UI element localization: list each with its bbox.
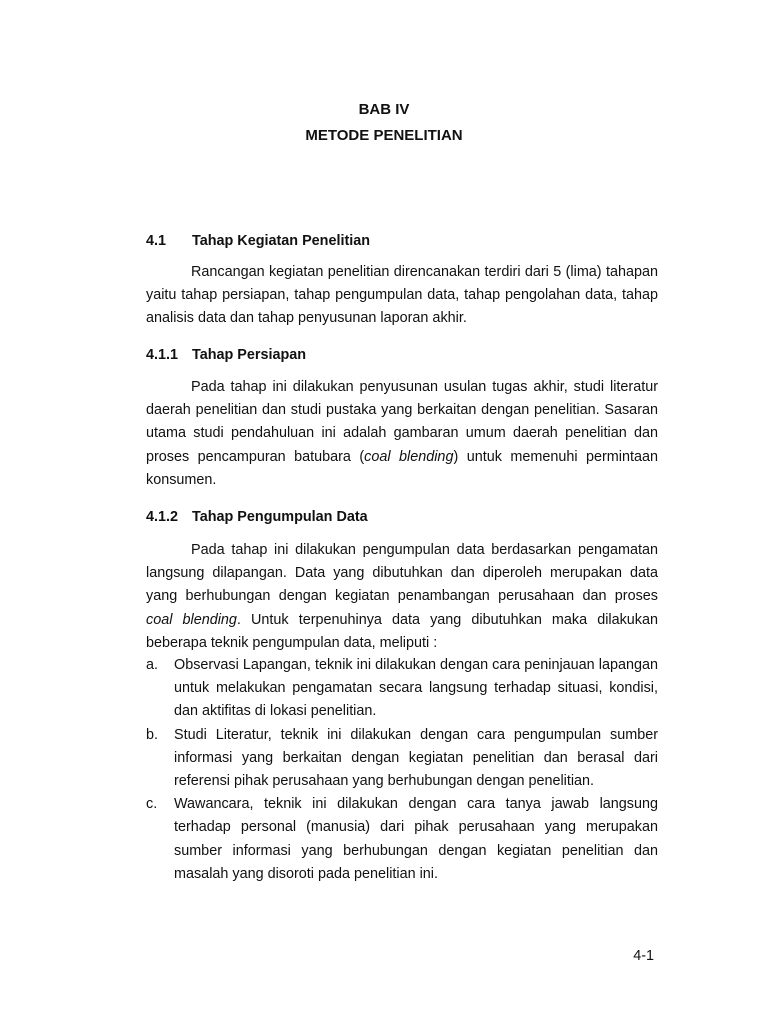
section-4-1-1-paragraph — [146, 376, 658, 492]
section-4-1-2-paragraph — [146, 539, 658, 655]
section-number: 4.1.1 — [146, 347, 179, 363]
section-title: Tahap Persiapan — [192, 347, 307, 363]
section-title: Tahap Pengumpulan Data — [192, 509, 368, 525]
paragraph-text: . Untuk terpenuhinya data yang dibutuhkan maka dilakukan beberapa teknik pengumpulan data, meliputi : — [146, 611, 658, 651]
list-item — [146, 724, 658, 794]
chapter-label: BAB IV — [358, 101, 410, 118]
chapter-title: METODE PENELITIAN — [305, 127, 463, 144]
list-item — [146, 793, 658, 886]
section-heading-4-1-2 — [146, 509, 368, 525]
paragraph-text: Pada tahap ini dilakukan pengumpulan data berdasarkan pengamatan langsung dilapangan. Data yang dibutuhkan dan diperoleh merupakan data yang berhubungan dengan kegiatan penambangan perusahaan dan proses — [146, 542, 658, 605]
section-title: Tahap Kegiatan Penelitian — [192, 233, 371, 249]
list-item-text: Studi Literatur, teknik ini dilakukan dengan cara pengumpulan sumber informasi yang berkaitan dengan kegiatan penelitian dan berasal dari referensi pihak perusahaan yang berhubungan dengan penelitian. — [174, 726, 658, 790]
list-item — [146, 654, 658, 724]
section-heading-4-1-1 — [146, 347, 306, 363]
italic-term: coal blending — [146, 611, 237, 628]
page-number: 4-1 — [633, 948, 654, 964]
list-marker: a. — [146, 657, 159, 673]
list-item-text: Observasi Lapangan, teknik ini dilakukan dengan cara peninjauan lapangan untuk melakukan pengamatan secara langsung terhadap situasi, kondisi, dan aktifitas di lokasi penelitian. — [174, 657, 658, 720]
section-heading-4-1 — [146, 233, 370, 249]
list-item-text: Wawancara, teknik ini dilakukan dengan cara tanya jawab langsung terhadap personal (manusia) dari pihak perusahaan yang merupakan sumber informasi yang berhubungan dengan kegiatan penelitian dan masalah yang disoroti pada penelitian ini. — [174, 796, 658, 882]
list-marker: b. — [146, 726, 159, 743]
section-4-1-paragraph: Rancangan kegiatan penelitian direncanakan terdiri dari 5 (lima) tahapan yaitu tahap persiapan, tahap pengumpulan data, tahap pengolahan data, tahap analisis data dan tahap penyusunan laporan akhir. — [146, 264, 658, 327]
paragraph-text: ) untuk memenuhi permintaan konsumen. — [146, 448, 659, 488]
data-collection-list — [146, 654, 658, 886]
list-marker: c. — [146, 796, 158, 813]
section-number: 4.1 — [146, 233, 167, 249]
section-number: 4.1.2 — [146, 509, 179, 525]
italic-term: coal blending — [364, 448, 454, 465]
paragraph-text: Pada tahap ini dilakukan penyusunan usulan tugas akhir, studi literatur daerah penelitian dan studi pustaka yang berkaitan dengan penelitian. Sasaran utama studi pendahuluan ini adalah gambaran umum daerah penelitian dan proses pencampuran batubara ( — [146, 379, 658, 465]
